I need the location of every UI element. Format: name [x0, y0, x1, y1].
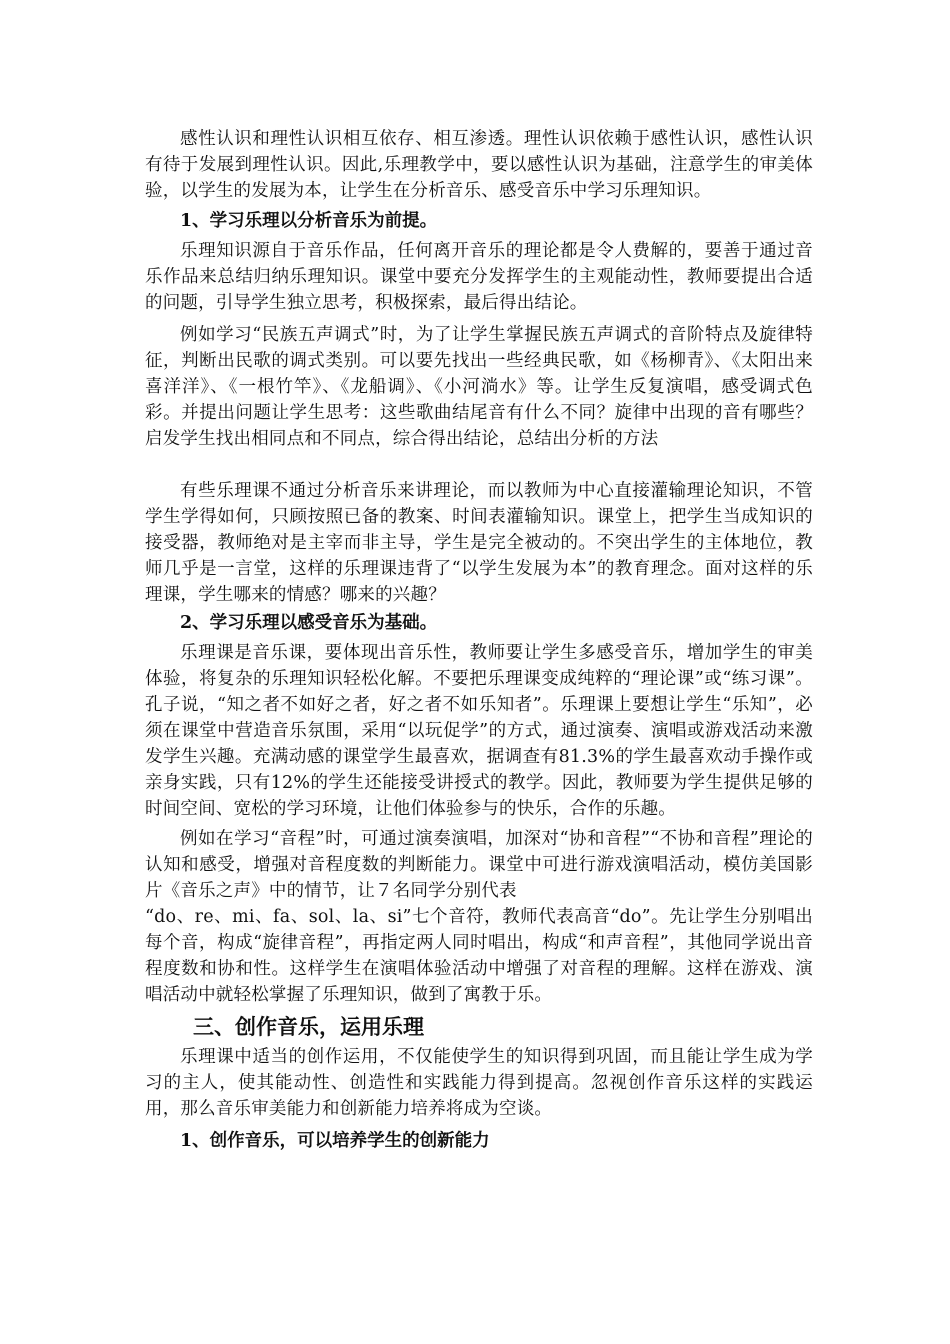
section-heading-create-music: 三、创作音乐，运用乐理 — [193, 1014, 424, 1039]
paragraph-perception-intro: 感性认识和理性认识相互依存、相互渗透。理性认识依赖于感性认识，感性认识有待于发展到理性认识。因此,乐理教学中，要以感性认识为基础，注意学生的审美体验，以学生的发展为本，让学生在分析音乐、感受音乐中学习乐理知识。 — [145, 129, 813, 201]
paragraph-creation-practice: 乐理课中适当的创作运用，不仅能使学生的知识得到巩固，而且能让学生成为学习的主人，使其能动性、创造性和实践能力得到提高。忽视创作音乐这样的实践运用，那么音乐审美能力和创新能力培养将成为空谈。 — [145, 1047, 813, 1119]
subheading-analyze-music: 1、学习乐理以分析音乐为前提。 — [180, 211, 438, 231]
paragraph-pentatonic-example: 例如学习“民族五声调式”时，为了让学生掌握民族五声调式的音阶特点及旋律特征，判断出民歌的调式类别。可以要先找出一些经典民歌，如《杨柳青》、《太阳出来喜洋洋》、《一根竹竿》、《龙船调》、《小河淌水》等。让学生反复演唱，感受调式色彩。并提出问题让学生思考：这些歌曲结尾音有什么不同？旋律中出现的音有哪些？启发学生找出相同点和不同点，综合得出结论，总结出分析的方法 — [145, 325, 813, 449]
subheading-creativity: 1、创作音乐，可以培养学生的创新能力 — [180, 1131, 490, 1151]
document-page — [145, 126, 813, 1158]
subheading-feel-music: 2、学习乐理以感受音乐为基础。 — [180, 613, 438, 633]
paragraph-music-works: 乐理知识源自于音乐作品，任何离开音乐的理论都是令人费解的，要善于通过音乐作品来总结归纳乐理知识。课堂中要充分发挥学生的主观能动性，教师要提出合适的问题，引导学生独立思考，积极探索，最后得出结论。 — [145, 241, 813, 313]
paragraph-teacher-centered: 有些乐理课不通过分析音乐来讲理论，而以教师为中心直接灌输理论知识，不管学生学得如何，只顾按照已备的教案、时间表灌输知识。课堂上，把学生当成知识的接受器，教师绝对是主宰而非主导，学生是完全被动的。不突出学生的主体地位，教师几乎是一言堂，这样的乐理课违背了“以学生发展为本”的教育理念。面对这样的乐理课，学生哪来的情感？哪来的兴趣？ — [145, 481, 813, 605]
paragraph-interval-example: 例如在学习“音程”时，可通过演奏演唱，加深对“协和音程”“不协和音程”理论的认知和感受，增强对音程度数的判断能力。课堂中可进行游戏演唱活动，模仿美国影片《音乐之声》中的情节，让７名同学分别代表 — [145, 829, 813, 901]
paragraph-solfege-game: “do、re、mi、fa、sol、la、si”七个音符，教师代表高音“do”。先让学生分别唱出每个音，构成“旋律音程”，再指定两人同时唱出，构成“和声音程”，其他同学说出音程度数和协和性。这样学生在演唱体验活动中增强了对音程的理解。这样在游戏、演唱活动中就轻松掌握了乐理知识，做到了寓教于乐。 — [145, 907, 813, 1005]
paragraph-music-class: 乐理课是音乐课，要体现出音乐性，教师要让学生多感受音乐，增加学生的审美体验，将复杂的乐理知识轻松化解。不要把乐理课变成纯粹的“理论课”或“练习课”。孔子说，“知之者不如好之者，好之者不如乐知者”。乐理课上要想让学生“乐知”，必须在课堂中营造音乐氛围，采用“以玩促学”的方式，通过演奏、演唱或游戏活动来激发学生兴趣。充满动感的课堂学生最喜欢，据调查有81.3%的学生最喜欢动手操作或亲身实践，只有12%的学生还能接受讲授式的教学。因此，教师要为学生提供足够的时间空间、宽松的学习环境，让他们体验参与的快乐，合作的乐趣。 — [145, 643, 813, 819]
blank-line — [145, 452, 813, 478]
